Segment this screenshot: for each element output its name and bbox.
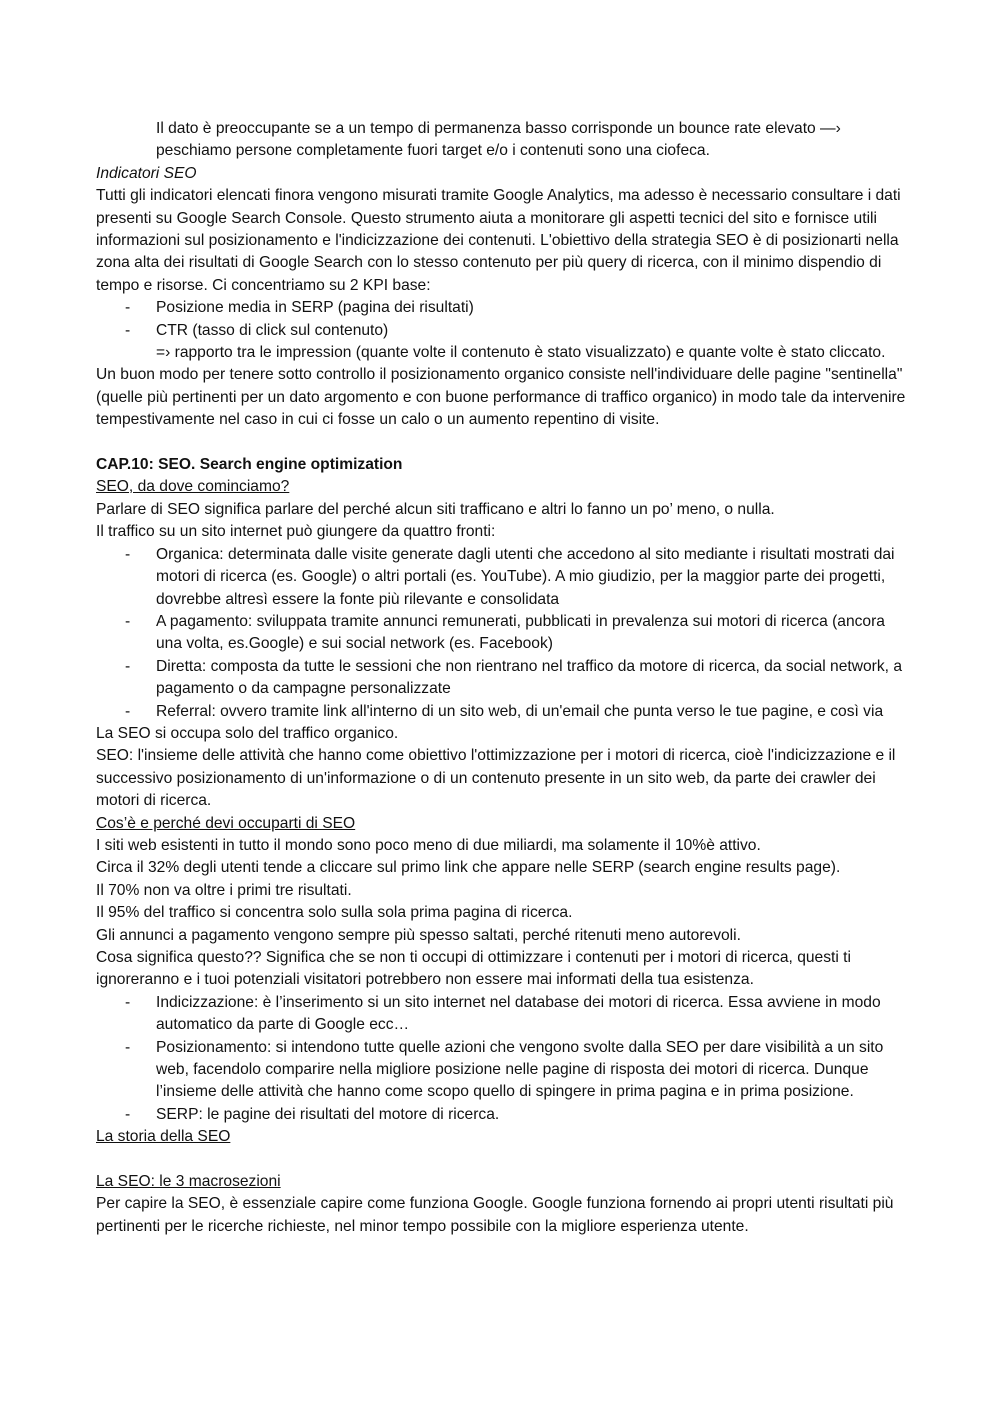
list-item-text: Indicizzazione: è l’inserimento si un sito internet nel database dei motori di ricerca. Essa avviene in modo automatico da parte di Google ecc…	[156, 993, 881, 1034]
indicatori-heading: Indicatori SEO	[96, 164, 197, 182]
paragraph: Il 70% non va oltre i primi tre risultati.	[96, 881, 352, 899]
ctr-note: =› rapporto tra le impression (quante volte il contenuto è stato visualizzato) e quante volte è stato cliccato.	[156, 344, 886, 362]
list-item-text: CTR (tasso di click sul contenuto)	[156, 321, 389, 339]
paragraph: Gli annunci a pagamento vengono sempre più spesso saltati, perché ritenuti meno autorevoli.	[96, 926, 741, 944]
list-item: - CTR (tasso di click sul contenuto)	[125, 321, 389, 339]
list-item: - Indicizzazione: è l’inserimento si un sito internet nel database dei motori di ricerca. Essa avviene in modo automatico da parte di Google ecc…	[125, 993, 881, 1034]
list-item-text: Posizionamento: si intendono tutte quelle azioni che vengono svolte dalla SEO per dare visibilità a un sito web, facendolo comparire nella migliore posizione nelle pagine di risposta dei motori di ricerca. Dunque l’insieme delle attività che hanno come scopo quello di spingere in prima pagina e in prima posizione.	[156, 1038, 884, 1101]
paragraph: Parlare di SEO significa parlare del perché alcun siti trafficano e altri lo fanno un po’ meno, o nulla.	[96, 500, 775, 518]
paragraph: La SEO si occupa solo del traffico organico.	[96, 724, 399, 742]
document-page	[96, 118, 908, 1238]
spacer	[96, 1149, 908, 1171]
section-heading: SEO, da dove cominciamo?	[96, 478, 290, 496]
chapter-title: CAP.10: SEO. Search engine optimization	[96, 456, 403, 474]
list-item: - Posizionamento: si intendono tutte quelle azioni che vengono svolte dalla SEO per dare visibilità a un sito web, facendolo comparire nella migliore posizione nelle pagine di risposta dei motori di ricerca. Dunque l’insieme delle attività che hanno come scopo quello di spingere in prima pagina e in prima posizione.	[125, 1038, 884, 1101]
paragraph: Per capire la SEO, è essenziale capire come funziona Google. Google funziona fornendo ai propri utenti risultati più pertinenti per le ricerche richieste, nel minor tempo possibile con la migliore esperienza utente.	[96, 1195, 894, 1235]
list-item: - Referral: ovvero tramite link all'interno di un sito web, di un'email che punta verso le tue pagine, e così via	[125, 702, 884, 720]
paragraph: Circa il 32% degli utenti tende a cliccare sul primo link che appare nelle SERP (search engine results page).	[96, 859, 841, 877]
list-item-text: Referral: ovvero tramite link all'interno di un sito web, di un'email che punta verso le tue pagine, e così via	[156, 702, 884, 720]
sentinella-paragraph: Un buon modo per tenere sotto controllo il posizionamento organico consiste nell'individuare delle pagine "sentinella" (quelle più pertinenti per un dato argomento e con buone performance di traffico organico) in modo tale da intervenire tempestivamente nel caso in cui ci fosse un calo o un aumento repentino di visite.	[96, 366, 906, 429]
list-item: - SERP: le pagine dei risultati del motore di ricerca.	[125, 1105, 500, 1123]
list-item: - A pagamento: sviluppata tramite annunci remunerati, pubblicati in prevalenza sui motori di ricerca (ancora una volta, es.Google) e sui social network (es. Facebook)	[125, 612, 885, 653]
section-heading: Cos’è e perché devi occuparti di SEO	[96, 814, 356, 832]
paragraph: Il traffico su un sito internet può giungere da quattro fronti:	[96, 523, 496, 541]
spacer	[96, 432, 908, 454]
kpi-list	[96, 297, 908, 342]
fronti-list	[96, 544, 908, 723]
list-item: - Diretta: composta da tutte le sessioni che non rientrano nel traffico da motore di ricerca, da social network, a pagamento o da campagne personalizzate	[125, 657, 902, 698]
paragraph: I siti web esistenti in tutto il mondo sono poco meno di due miliardi, ma solamente il 10%è attivo.	[96, 836, 761, 854]
list-item-text: Posizione media in SERP (pagina dei risultati)	[156, 299, 474, 317]
list-item-text: SERP: le pagine dei risultati del motore di ricerca.	[156, 1105, 500, 1123]
list-item-text: A pagamento: sviluppata tramite annunci remunerati, pubblicati in prevalenza sui motori di ricerca (ancora una volta, es.Google) e sui social network (es. Facebook)	[156, 612, 885, 653]
section-heading: La SEO: le 3 macrosezioni	[96, 1173, 281, 1191]
list-item: - Organica: determinata dalle visite generate dagli utenti che accedono al sito mediante i risultati mostrati dai motori di ricerca (es. Google) o altri portali (es. YouTube). A mio giudizio, per la maggior parte dei progetti, dovrebbe altresì essere la fonte più rilevante e consolidata	[125, 545, 895, 608]
indicatori-paragraph: Tutti gli indicatori elencati finora vengono misurati tramite Google Analytics, ma adesso è necessario consultare i dati presenti su Google Search Console. Questo strumento aiuta a monitorare gli aspetti tecnici del sito e fornisce utili informazioni sul posizionamento e l'indicizzazione dei contenuti. L'obiettivo della strategia SEO è di posizionarti nella zona alta dei risultati di Google Search con lo stesso contenuto per più query di ricerca, con il minimo dispendio di tempo e risorse. Ci concentriamo su 2 KPI base:	[96, 187, 901, 294]
list-item-text: Organica: determinata dalle visite generate dagli utenti che accedono al sito mediante i risultati mostrati dai motori di ricerca (es. Google) o altri portali (es. YouTube). A mio giudizio, per la maggior parte dei progetti, dovrebbe altresì essere la fonte più rilevante e consolidata	[156, 545, 895, 608]
dato-paragraph: Il dato è preoccupante se a un tempo di permanenza basso corrisponde un bounce rate elevato —› peschiamo persone completamente fuori target e/o i contenuti sono una ciofeca.	[156, 120, 841, 160]
section-heading: La storia della SEO	[96, 1128, 231, 1146]
paragraph: Il 95% del traffico si concentra solo sulla sola prima pagina di ricerca.	[96, 904, 573, 922]
paragraph: SEO: l'insieme delle attività che hanno come obiettivo l'ottimizzazione per i motori di ricerca, cioè l'indicizzazione e il successivo posizionamento di un'informazione o di un contenuto presente in un sito web, da parte dei crawler dei motori di ricerca.	[96, 747, 896, 810]
list-item: - Posizione media in SERP (pagina dei risultati)	[125, 299, 474, 317]
list-item-text: Diretta: composta da tutte le sessioni che non rientrano nel traffico da motore di ricerca, da social network, a pagamento o da campagne personalizzate	[156, 657, 902, 698]
paragraph: Cosa significa questo?? Significa che se non ti occupi di ottimizzare i contenuti per i motori di ricerca, questi ti ignoreranno e i tuoi potenziali visitatori potrebbero non essere mai informati della tua esistenza.	[96, 949, 851, 989]
termini-list	[96, 992, 908, 1126]
